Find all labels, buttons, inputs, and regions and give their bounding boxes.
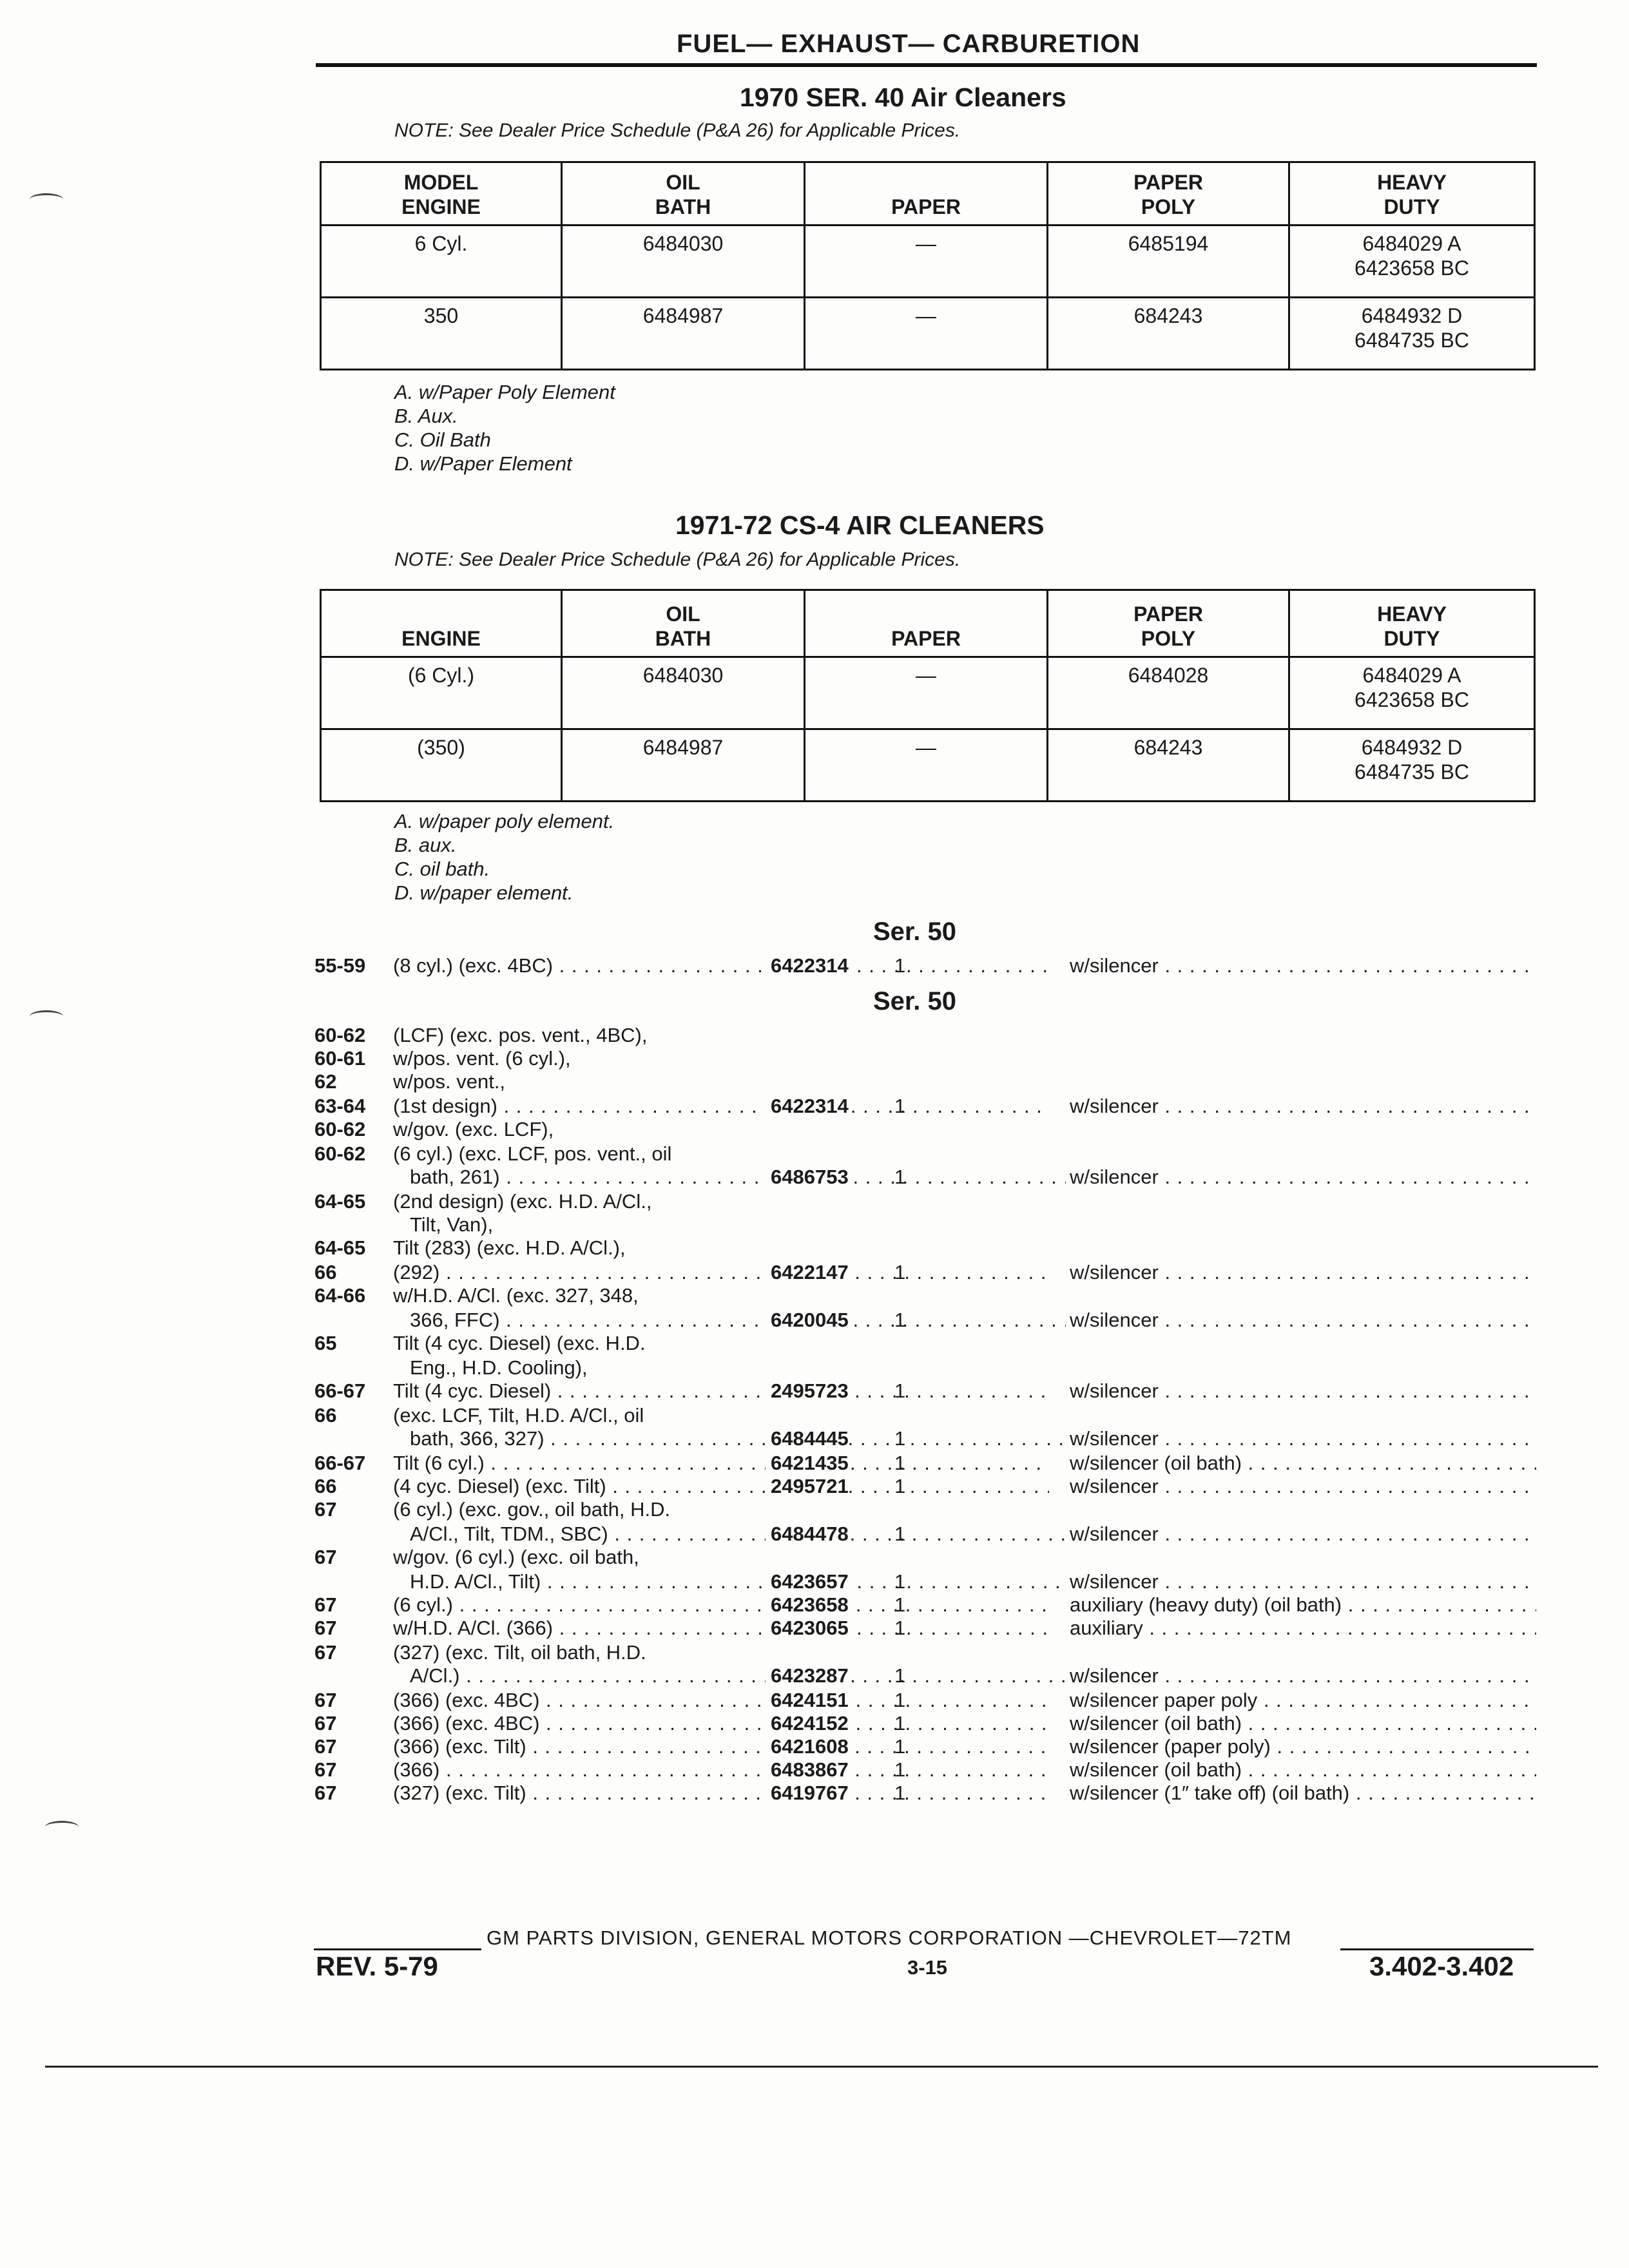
parts-description: 366, FFC) . . . xyxy=(393,1308,1066,1332)
parts-number: 6421608 xyxy=(766,1735,849,1758)
section2-table xyxy=(320,589,1536,802)
parts-description: (4 cyc. Diesel) (exc. Tilt) . . . xyxy=(393,1474,1049,1498)
parts-quantity: 1 xyxy=(894,1593,906,1616)
parts-remark: w/silencer (oil bath) . . . xyxy=(1070,1451,1536,1475)
parts-quantity: 1 xyxy=(894,1095,906,1117)
parts-year: 55-59 xyxy=(314,954,366,977)
parts-number: 2495723 xyxy=(766,1379,849,1403)
parts-number: 6483867 xyxy=(766,1758,849,1782)
parts-quantity: 1 xyxy=(894,1689,906,1711)
parts-row xyxy=(314,1403,1539,1427)
parts-number: 6420045 xyxy=(766,1308,849,1332)
table-cell: — xyxy=(805,298,1048,370)
parts-row xyxy=(314,1545,1539,1569)
parts-row xyxy=(314,1283,1539,1307)
parts-quantity: 1 xyxy=(894,1379,906,1402)
parts-number: 6423657 xyxy=(766,1570,849,1593)
parts-description: (exc. LCF, Tilt, H.D. A/Cl., oil xyxy=(393,1404,644,1427)
parts-remark: w/silencer . . . xyxy=(1070,1308,1536,1332)
parts-row xyxy=(314,1379,1539,1403)
parts-row xyxy=(314,1165,1539,1189)
column-header: PAPER xyxy=(805,590,1048,657)
parts-remark: w/silencer . . . xyxy=(1070,1165,1536,1189)
parts-description: Tilt (6 cyl.) . . . xyxy=(393,1451,1049,1475)
parts-row xyxy=(314,1260,1539,1284)
header-rule xyxy=(316,63,1537,67)
parts-description: Tilt (4 cyc. Diesel) (exc. H.D. xyxy=(393,1332,646,1354)
section1-note: NOTE: See Dealer Price Schedule (P&A 26) for Applicable Prices. xyxy=(394,120,961,141)
parts-description: (6 cyl.) (exc. LCF, pos. vent., oil xyxy=(393,1142,672,1165)
parts-quantity: 1 xyxy=(894,1782,906,1804)
parts-description: bath, 366, 327) . . . xyxy=(393,1427,1066,1450)
parts-number: 6484445 xyxy=(766,1427,849,1450)
parts-year: 66 xyxy=(314,1475,337,1497)
table-cell: (6 Cyl.) xyxy=(321,657,562,729)
column-header: HEAVY DUTY xyxy=(1289,590,1535,657)
column-header: PAPER POLY xyxy=(1048,590,1289,657)
parts-remark: w/silencer (oil bath) . . . xyxy=(1070,1711,1536,1735)
margin-mark xyxy=(30,193,63,206)
footer-rule xyxy=(1340,1948,1534,1950)
parts-remark: w/silencer . . . xyxy=(1070,1260,1536,1284)
table-cell: 6485194 xyxy=(1048,226,1289,298)
parts-row xyxy=(314,1688,1539,1712)
footnote: A. w/Paper Poly Element xyxy=(394,381,615,403)
parts-year: 60-62 xyxy=(314,1118,366,1140)
section1-title: 1970 SER. 40 Air Cleaners xyxy=(740,82,1066,112)
parts-description: (327) (exc. Tilt, oil bath, H.D. xyxy=(393,1641,646,1664)
parts-description: (327) (exc. Tilt) . . . xyxy=(393,1781,1049,1805)
parts-description: (LCF) (exc. pos. vent., 4BC), xyxy=(393,1024,648,1046)
table-cell: — xyxy=(805,226,1048,298)
column-header: HEAVY DUTY xyxy=(1289,162,1535,226)
parts-quantity: 1 xyxy=(894,1617,906,1639)
parts-remark: w/silencer . . . xyxy=(1070,1379,1536,1403)
parts-description: (366) . . . xyxy=(393,1758,1049,1782)
parts-remark: w/silencer . . . xyxy=(1070,1094,1536,1118)
column-header: MODEL ENGINE xyxy=(321,162,562,226)
parts-description: Tilt (4 cyc. Diesel) . . . xyxy=(393,1379,1049,1403)
parts-remark: w/silencer . . . xyxy=(1070,1664,1536,1687)
parts-row xyxy=(314,1427,1539,1450)
parts-row xyxy=(314,1711,1539,1735)
parts-remark: w/silencer . . . xyxy=(1070,954,1536,977)
parts-row xyxy=(314,1664,1539,1687)
page-number: 3-15 xyxy=(907,1956,948,1979)
parts-year: 67 xyxy=(314,1617,337,1639)
parts-row xyxy=(314,1236,1539,1260)
parts-quantity: 1 xyxy=(894,1570,906,1593)
parts-row xyxy=(314,1213,1539,1236)
footnote: B. aux. xyxy=(394,834,457,856)
parts-description: Eng., H.D. Cooling), xyxy=(410,1356,588,1379)
parts-remark: w/silencer (1″ take off) (oil bath) . . . xyxy=(1070,1781,1536,1805)
parts-number: 6422314 xyxy=(766,954,849,977)
parts-quantity: 1 xyxy=(894,1166,906,1188)
parts-number: 6424152 xyxy=(766,1711,849,1735)
table-cell: 684243 xyxy=(1048,298,1289,370)
parts-row xyxy=(314,1497,1539,1521)
parts-row xyxy=(314,1189,1539,1213)
revision-label: REV. 5-79 xyxy=(316,1951,438,1981)
parts-row xyxy=(314,1023,1539,1047)
parts-remark: w/silencer paper poly . . . xyxy=(1070,1688,1536,1712)
table-cell: 6484030 xyxy=(562,657,805,729)
parts-row xyxy=(314,1474,1539,1498)
table-cell: 6484030 xyxy=(562,226,805,298)
table-cell: 6484029 A 6423658 BC xyxy=(1289,226,1535,298)
table-cell: 6484028 xyxy=(1048,657,1289,729)
parts-number: 6422314 xyxy=(766,1094,849,1118)
footnote: A. w/paper poly element. xyxy=(394,810,615,832)
parts-description: (2nd design) (exc. H.D. A/Cl., xyxy=(393,1190,652,1213)
parts-remark: w/silencer . . . xyxy=(1070,1474,1536,1498)
parts-description: w/gov. (6 cyl.) (exc. oil bath, xyxy=(393,1546,639,1568)
parts-row xyxy=(314,1308,1539,1332)
parts-year: 64-65 xyxy=(314,1190,366,1213)
table-cell: (350) xyxy=(321,729,562,802)
parts-number: 6486753 xyxy=(766,1165,849,1189)
footnote: D. w/Paper Element xyxy=(394,452,572,475)
table-cell: 350 xyxy=(321,298,562,370)
parts-year: 62 xyxy=(314,1070,337,1093)
parts-row xyxy=(314,1640,1539,1664)
parts-row xyxy=(314,1735,1539,1758)
table-cell: 684243 xyxy=(1048,729,1289,802)
section2-title: 1971-72 CS-4 AIR CLEANERS xyxy=(675,510,1045,540)
parts-description: w/H.D. A/Cl. (366) . . . xyxy=(393,1616,1049,1640)
parts-quantity: 1 xyxy=(894,1758,906,1781)
parts-quantity: 1 xyxy=(894,1452,906,1474)
parts-number: 6423287 xyxy=(766,1664,849,1687)
section1-footnotes xyxy=(394,380,615,476)
bottom-rule xyxy=(45,2066,1598,2068)
table-header-row xyxy=(321,590,1535,657)
parts-remark: w/silencer . . . xyxy=(1070,1522,1536,1546)
parts-year: 67 xyxy=(314,1641,337,1664)
margin-mark xyxy=(45,1821,79,1833)
section2-note: NOTE: See Dealer Price Schedule (P&A 26) for Applicable Prices. xyxy=(394,549,961,570)
parts-year: 67 xyxy=(314,1546,337,1568)
footnote: C. Oil Bath xyxy=(394,428,491,451)
parts-description: (1st design) . . . xyxy=(393,1094,1049,1118)
parts-row xyxy=(314,1046,1539,1070)
section-code: 3.402-3.402 xyxy=(1369,1951,1514,1981)
parts-quantity: 1 xyxy=(894,1475,906,1497)
table-cell: 6484987 xyxy=(562,729,805,802)
parts-year: 64-65 xyxy=(314,1236,366,1259)
parts-quantity: 1 xyxy=(894,1664,906,1687)
parts-description: (292) . . . xyxy=(393,1260,1049,1284)
parts-year: 67 xyxy=(314,1712,337,1735)
column-header: OIL BATH xyxy=(562,590,805,657)
parts-remark: w/silencer . . . xyxy=(1070,1570,1536,1593)
parts-description: w/gov. (exc. LCF), xyxy=(393,1118,554,1140)
table-row xyxy=(321,226,1535,298)
parts-year: 67 xyxy=(314,1735,337,1758)
parts-row xyxy=(314,1616,1539,1640)
parts-row xyxy=(314,1356,1539,1379)
parts-description: (366) (exc. Tilt) . . . xyxy=(393,1735,1049,1758)
parts-number: 6419767 xyxy=(766,1781,849,1805)
table-row xyxy=(321,657,1535,729)
parts-description: (6 cyl.) . . . xyxy=(393,1593,1049,1617)
parts-row xyxy=(314,1522,1539,1546)
table-row xyxy=(321,298,1535,370)
parts-description: Tilt, Van), xyxy=(410,1213,494,1236)
parts-year: 65 xyxy=(314,1332,337,1354)
parts-description: A/Cl.) . . . xyxy=(393,1664,1066,1687)
parts-row xyxy=(314,1070,1539,1093)
parts-year: 63-64 xyxy=(314,1095,366,1117)
parts-year: 67 xyxy=(314,1689,337,1711)
parts-description: bath, 261) . . . xyxy=(393,1165,1066,1189)
footnote: B. Aux. xyxy=(394,405,458,427)
parts-description: A/Cl., Tilt, TDM., SBC) . . . xyxy=(393,1522,1066,1546)
table-cell: 6 Cyl. xyxy=(321,226,562,298)
parts-quantity: 1 xyxy=(894,1735,906,1758)
parts-quantity: 1 xyxy=(894,1523,906,1545)
parts-remark: auxiliary . . . xyxy=(1070,1616,1536,1640)
parts-row xyxy=(314,1781,1539,1805)
parts-description: (8 cyl.) (exc. 4BC) . . . xyxy=(393,954,1049,977)
parts-quantity: 1 xyxy=(894,1309,906,1331)
footnote: C. oil bath. xyxy=(394,858,490,880)
parts-row xyxy=(314,1117,1539,1141)
column-header: OIL BATH xyxy=(562,162,805,226)
table-cell: 6484932 D 6484735 BC xyxy=(1289,729,1535,802)
section2-footnotes xyxy=(394,809,614,905)
footer-rule xyxy=(314,1948,481,1950)
parts-number: 6423065 xyxy=(766,1616,849,1640)
parts-description: (366) (exc. 4BC) . . . xyxy=(393,1688,1049,1712)
parts-year: 66 xyxy=(314,1261,337,1283)
parts-description: (366) (exc. 4BC) . . . xyxy=(393,1711,1049,1735)
parts-year: 66-67 xyxy=(314,1452,366,1474)
column-header: PAPER POLY xyxy=(1048,162,1289,226)
parts-year: 67 xyxy=(314,1593,337,1616)
parts-row xyxy=(314,1570,1539,1593)
parts-remark: auxiliary (heavy duty) (oil bath) . . . xyxy=(1070,1593,1536,1617)
footer-publisher: GM PARTS DIVISION, GENERAL MOTORS CORPORATION —CHEVROLET—72TM xyxy=(487,1927,1292,1949)
series-label: Ser. 50 xyxy=(873,918,957,946)
page-header-title: FUEL— EXHAUST— CARBURETION xyxy=(677,30,1141,58)
parts-row xyxy=(314,1758,1539,1782)
parts-row xyxy=(314,1142,1539,1166)
table-cell: — xyxy=(805,657,1048,729)
parts-row xyxy=(314,1331,1539,1355)
table-cell: — xyxy=(805,729,1048,802)
parts-number: 6423658 xyxy=(766,1593,849,1617)
parts-quantity: 1 xyxy=(894,1712,906,1735)
footnote: D. w/paper element. xyxy=(394,881,574,904)
parts-quantity: 1 xyxy=(894,954,906,977)
column-header: ENGINE xyxy=(321,590,562,657)
parts-description: (6 cyl.) (exc. gov., oil bath, H.D. xyxy=(393,1498,671,1521)
parts-quantity: 1 xyxy=(894,1261,906,1283)
parts-year: 64-66 xyxy=(314,1284,366,1307)
parts-description: H.D. A/Cl., Tilt) . . . xyxy=(393,1570,1066,1593)
table-cell: 6484987 xyxy=(562,298,805,370)
parts-number: 6421435 xyxy=(766,1451,849,1475)
table-cell: 6484932 D 6484735 BC xyxy=(1289,298,1535,370)
parts-year: 67 xyxy=(314,1782,337,1804)
parts-remark: w/silencer . . . xyxy=(1070,1427,1536,1450)
parts-row xyxy=(314,1451,1539,1475)
parts-year: 60-62 xyxy=(314,1024,366,1046)
parts-year: 66-67 xyxy=(314,1379,366,1402)
parts-remark: w/silencer (paper poly) . . . xyxy=(1070,1735,1536,1758)
margin-mark xyxy=(30,1010,63,1023)
parts-row xyxy=(314,954,1539,977)
series-label: Ser. 50 xyxy=(873,987,957,1015)
parts-description: w/pos. vent. (6 cyl.), xyxy=(393,1047,571,1070)
table-row xyxy=(321,729,1535,802)
column-header: PAPER xyxy=(805,162,1048,226)
section1-table xyxy=(320,161,1536,370)
parts-description: w/pos. vent., xyxy=(393,1070,506,1093)
parts-year: 60-61 xyxy=(314,1047,366,1070)
parts-year: 60-62 xyxy=(314,1142,366,1165)
parts-remark: w/silencer (oil bath) . . . xyxy=(1070,1758,1536,1782)
parts-number: 6424151 xyxy=(766,1688,849,1712)
table-cell: 6484029 A 6423658 BC xyxy=(1289,657,1535,729)
parts-description: w/H.D. A/Cl. (exc. 327, 348, xyxy=(393,1284,639,1307)
parts-number: 6422147 xyxy=(766,1260,849,1284)
parts-row xyxy=(314,1593,1539,1617)
parts-year: 67 xyxy=(314,1498,337,1521)
parts-description: Tilt (283) (exc. H.D. A/Cl.), xyxy=(393,1236,626,1259)
parts-quantity: 1 xyxy=(894,1427,906,1450)
parts-number: 6484478 xyxy=(766,1522,849,1546)
parts-year: 67 xyxy=(314,1758,337,1781)
table-header-row xyxy=(321,162,1535,226)
parts-number: 2495721 xyxy=(766,1474,849,1498)
parts-year: 66 xyxy=(314,1404,337,1427)
parts-row xyxy=(314,1094,1539,1118)
